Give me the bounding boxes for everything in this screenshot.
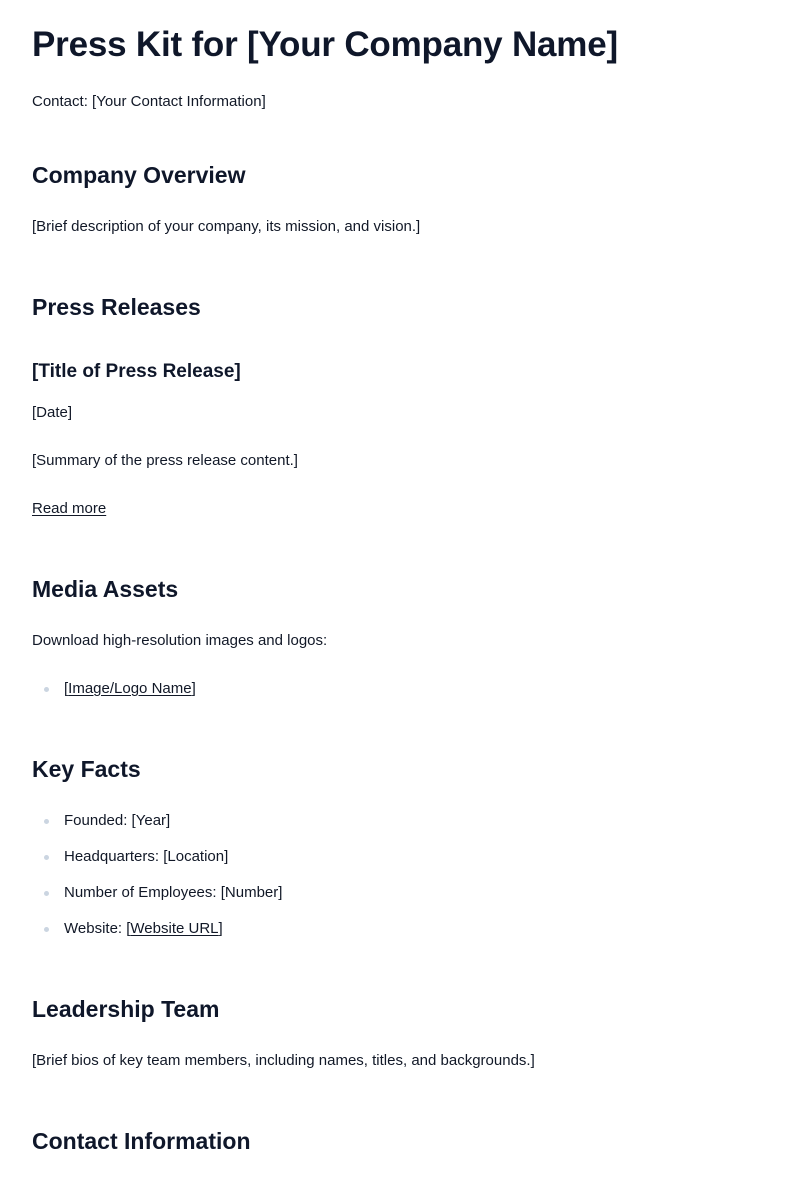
section-heading-media-assets: Media Assets [32, 576, 179, 602]
press-release-summary: [Summary of the press release content.] [32, 452, 298, 469]
media-assets-list [32, 678, 768, 700]
bracket-open: [ [64, 680, 69, 697]
section-heading-contact-information: Contact Information [32, 1128, 251, 1154]
press-release-title: [Title of Press Release] [32, 361, 241, 382]
media-assets-intro: Download high-resolution images and logos: [32, 632, 328, 649]
fact-website-label: Website: [ [64, 920, 131, 937]
list-item [32, 918, 768, 940]
contact-line: Contact: [Your Contact Information] [32, 93, 266, 110]
image-logo-download-link[interactable]: Image/Logo Name [68, 680, 192, 697]
bullet-icon [44, 927, 49, 932]
press-release-date: [Date] [32, 404, 73, 421]
bracket-close: ] [191, 680, 196, 697]
fact-headquarters: Headquarters: [Location] [64, 848, 229, 865]
list-item [32, 882, 768, 904]
key-facts-list [32, 810, 768, 940]
bullet-icon [44, 855, 49, 860]
fact-founded: Founded: [Year] [64, 812, 171, 829]
fact-employees: Number of Employees: [Number] [64, 884, 283, 901]
bullet-icon [44, 687, 49, 692]
section-heading-key-facts: Key Facts [32, 756, 141, 782]
read-more-container [32, 498, 768, 520]
section-heading-press-releases: Press Releases [32, 294, 201, 320]
section-heading-company-overview: Company Overview [32, 162, 246, 188]
list-item [32, 846, 768, 868]
list-item [32, 678, 768, 700]
leadership-team-text: [Brief bios of key team members, including names, titles, and backgrounds.] [32, 1052, 535, 1069]
section-heading-leadership-team: Leadership Team [32, 996, 220, 1022]
bullet-icon [44, 819, 49, 824]
website-url-link[interactable]: Website URL [130, 920, 219, 937]
read-more-link[interactable]: Read more [32, 500, 107, 517]
company-overview-text: [Brief description of your company, its mission, and vision.] [32, 218, 421, 235]
list-item [32, 810, 768, 832]
bracket-close: ] [218, 920, 223, 937]
bullet-icon [44, 891, 49, 896]
page-title: Press Kit for [Your Company Name] [32, 25, 618, 64]
